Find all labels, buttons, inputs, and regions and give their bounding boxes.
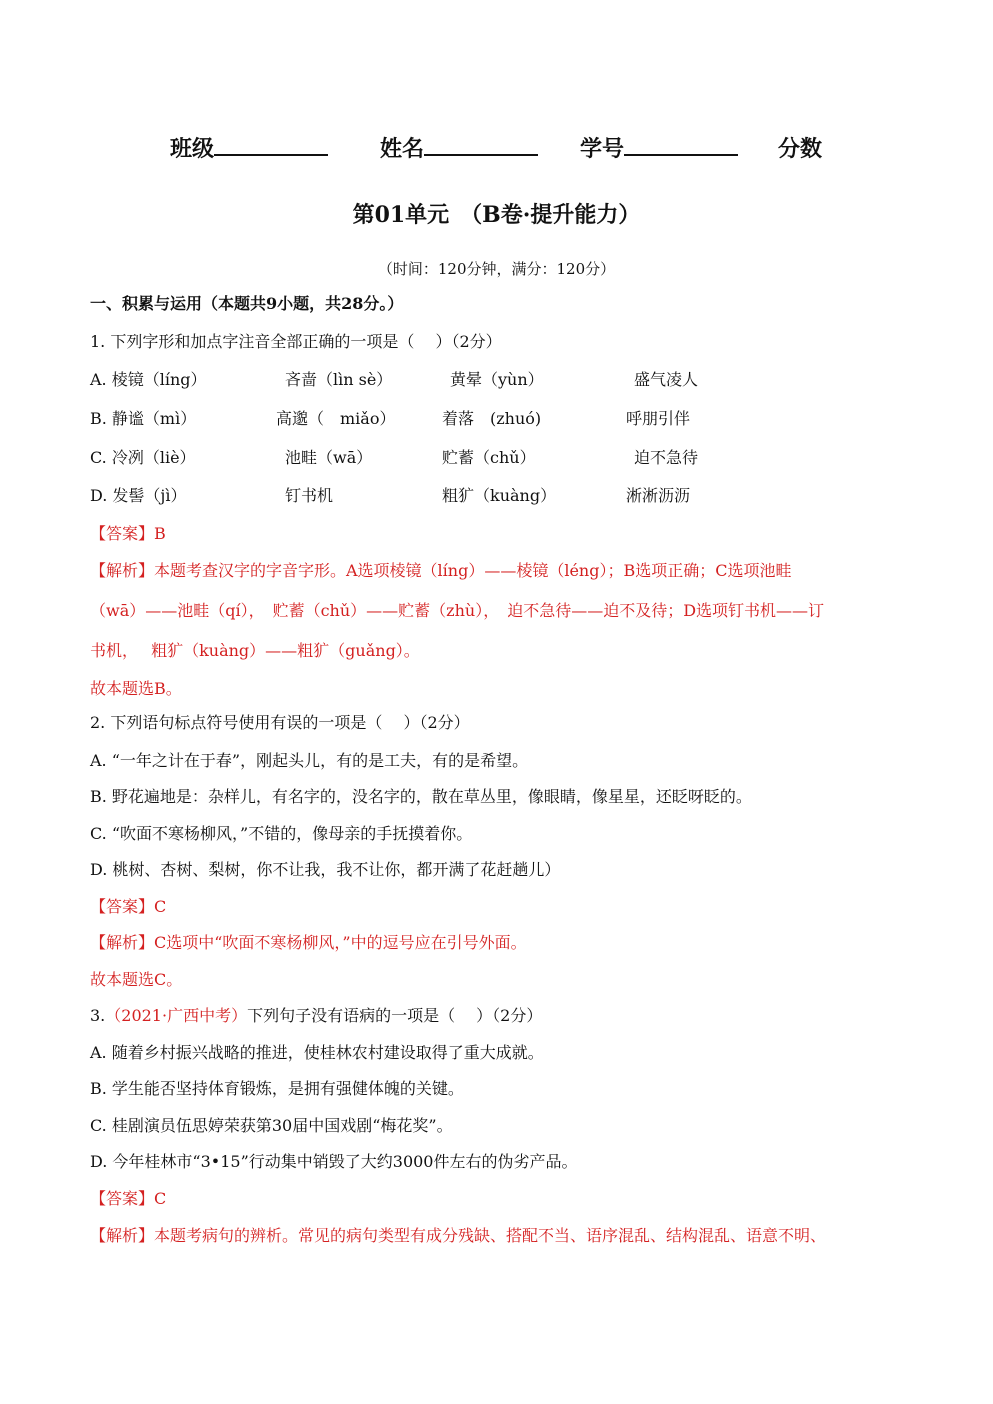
q2-option-c: C. “吹面不寒杨柳风，”不错的，像母亲的手抚摸着你。 bbox=[90, 824, 473, 843]
q3-source: （2021·广西中考） bbox=[105, 1006, 248, 1025]
q3-option-a: A. 随着乡村振兴战略的推进，使桂林农村建设取得了重大成就。 bbox=[90, 1043, 544, 1062]
q1-option-d-3: 粗犷（kuàng） bbox=[442, 486, 557, 505]
q1-option-d-4: 淅淅沥沥 bbox=[626, 486, 691, 505]
q1-analysis-line-2: （wā）——池畦（qí）， 贮蓄（chǔ）——贮蓄（zhù）， 迫不急待——迫不及待；D选项钉书机——订 bbox=[90, 601, 825, 620]
q3-stem-text: 下列句子没有语病的一项是（ ）（2分） bbox=[247, 1006, 543, 1025]
question-3-stem bbox=[90, 1006, 542, 1026]
q1-option-b-4: 呼朋引伴 bbox=[626, 409, 691, 428]
q1-option-d-2: 钉书机 bbox=[285, 486, 334, 505]
q1-option-c-2: 池畦（wā） bbox=[285, 448, 373, 467]
student-info-header bbox=[0, 132, 993, 162]
q1-conclusion: 故本题选B。 bbox=[90, 679, 182, 698]
score-label: 分数 bbox=[778, 136, 823, 162]
q3-number: 3. bbox=[90, 1006, 106, 1025]
q1-analysis-line-3: 书机， 粗犷（kuàng）——粗犷（guǎng）。 bbox=[90, 641, 420, 660]
q1-option-c-1: C. 冷冽（liè） bbox=[90, 448, 196, 467]
q1-option-a-3: 黄晕（yùn） bbox=[450, 370, 544, 389]
q1-option-a-4: 盛气凌人 bbox=[634, 370, 699, 389]
q1-option-d-1: D. 发髻（jì） bbox=[90, 486, 187, 505]
q2-analysis: 【解析】C选项中“吹面不寒杨柳风，”中的逗号应在引号外面。 bbox=[90, 933, 527, 952]
q1-analysis-line-1: 【解析】本题考查汉字的字音字形。A选项棱镜（líng）——棱镜（léng）；B选项正确；C选项池畦 bbox=[90, 561, 792, 580]
q1-option-a-1: A. 棱镜（líng） bbox=[90, 370, 207, 389]
q2-option-d: D. 桃树、杏树、梨树，你不让我，我不让你，都开满了花赶趟儿） bbox=[90, 860, 561, 879]
question-2-stem: 2. 下列语句标点符号使用有误的一项是（ ）（2分） bbox=[90, 713, 470, 732]
page-title: 第01单元 （B卷·提升能力） bbox=[352, 202, 641, 228]
q1-option-c-3: 贮蓄（chǔ） bbox=[442, 448, 536, 467]
q1-option-b-1: B. 静谧（mì） bbox=[90, 409, 197, 428]
name-field bbox=[380, 132, 424, 163]
id-blank[interactable] bbox=[624, 132, 738, 156]
class-label: 班级 bbox=[170, 136, 215, 162]
class-field bbox=[170, 132, 214, 163]
q2-conclusion: 故本题选C。 bbox=[90, 970, 183, 989]
q1-option-c-4: 迫不急待 bbox=[634, 448, 699, 467]
exam-time-info: （时间：120分钟，满分：120分） bbox=[377, 260, 616, 278]
id-field bbox=[580, 132, 624, 163]
q1-answer: 【答案】B bbox=[90, 524, 166, 543]
q1-option-b-3: 着落 (zhuó) bbox=[442, 409, 542, 428]
q2-option-b: B. 野花遍地是：杂样儿，有名字的，没名字的，散在草丛里，像眼睛，像星星，还眨呀眨的。 bbox=[90, 787, 752, 806]
name-label: 姓名 bbox=[380, 136, 425, 162]
q3-option-b: B. 学生能否坚持体育锻炼，是拥有强健体魄的关键。 bbox=[90, 1079, 464, 1098]
name-blank[interactable] bbox=[424, 132, 538, 156]
q2-option-a: A. “一年之计在于春”，刚起头儿，有的是工夫，有的是希望。 bbox=[90, 751, 529, 770]
q3-option-d: D. 今年桂林市“3•15”行动集中销毁了大约3000件左右的伪劣产品。 bbox=[90, 1152, 578, 1171]
class-blank[interactable] bbox=[214, 132, 328, 156]
q2-answer: 【答案】C bbox=[90, 897, 167, 916]
q1-option-a-2: 吝啬（lìn sè） bbox=[285, 370, 393, 389]
q3-answer: 【答案】C bbox=[90, 1189, 167, 1208]
q3-option-c: C. 桂剧演员伍思婷荣获第30届中国戏剧“梅花奖”。 bbox=[90, 1116, 453, 1135]
question-1-stem: 1. 下列字形和加点字注音全部正确的一项是（ ）（2分） bbox=[90, 332, 502, 351]
q1-option-b-2: 高邈（ miǎo） bbox=[276, 409, 396, 428]
id-label: 学号 bbox=[580, 136, 625, 162]
section-heading: 一、积累与运用（本题共9小题，共28分。） bbox=[90, 294, 404, 313]
q3-analysis: 【解析】本题考病句的辨析。常见的病句类型有成分残缺、搭配不当、语序混乱、结构混乱、语意不明、 bbox=[90, 1226, 827, 1245]
